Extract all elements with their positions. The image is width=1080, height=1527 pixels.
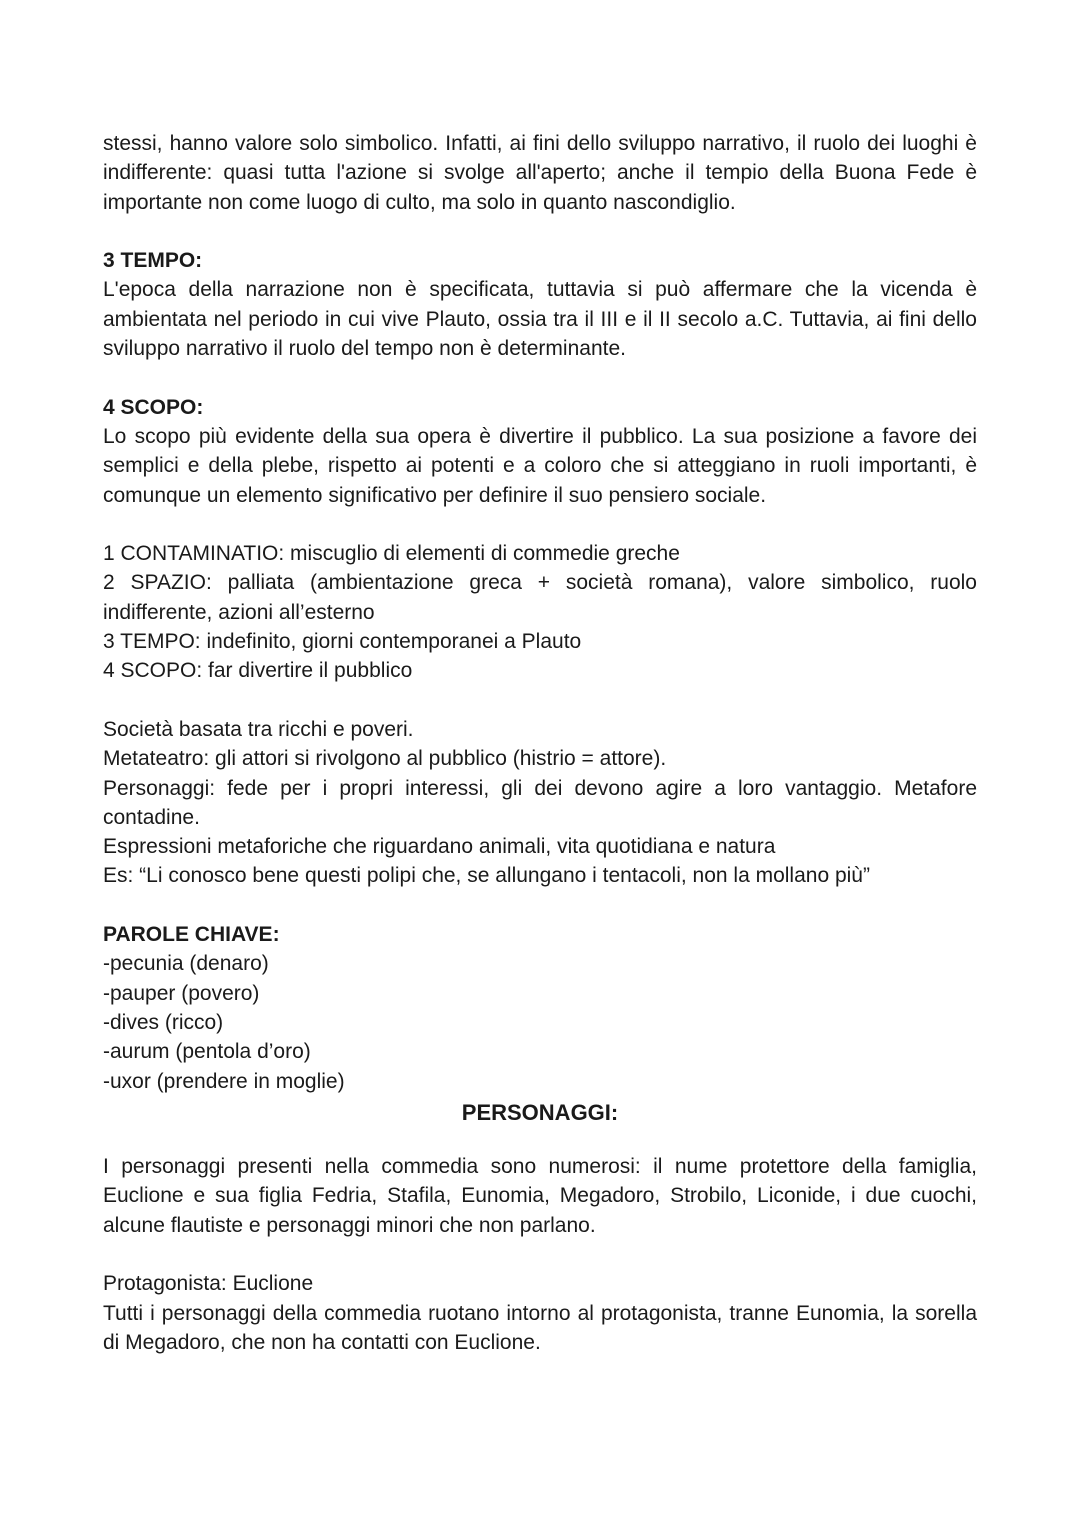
keyword-item: -pauper (povero)	[103, 981, 260, 1005]
protagonist-line: Protagonista: Euclione	[103, 1272, 314, 1296]
intro-paragraph: stessi, hanno valore solo simbolico. Infatti, ai fini dello sviluppo narrativo, il ruolo dei luoghi è indifferente: quasi tutta l'azione si svolge all'aperto; anche il tempio della Buona Fede è importante non come luogo di culto, ma solo in quanto nascondiglio.	[103, 132, 977, 214]
personaggi-paragraph: I personaggi presenti nella commedia sono numerosi: il nume protettore della famiglia, Euclione e sua figlia Fedria, Stafila, Eunomia, Megadoro, Strobilo, Liconide, i due cuochi, alcune flautiste e personaggi minori che non parlano.	[103, 1155, 977, 1237]
summary-item-contaminatio: 1 CONTAMINATIO: miscuglio di elementi di commedie greche	[103, 542, 680, 566]
summary-item-tempo: 3 TEMPO: indefinito, giorni contemporanei a Plauto	[103, 630, 582, 654]
document-page	[103, 129, 977, 1357]
personaggi-heading: PERSONAGGI:	[461, 1099, 619, 1125]
keywords-heading: PAROLE CHIAVE:	[103, 923, 280, 947]
keyword-item: -pecunia (denaro)	[103, 952, 269, 976]
keywords-list	[103, 949, 977, 1095]
keyword-item: -dives (ricco)	[103, 1010, 224, 1034]
tempo-heading: 3 TEMPO:	[103, 249, 203, 273]
scopo-paragraph: Lo scopo più evidente della sua opera è divertire il pubblico. La sua posizione a favore dei semplici e della plebe, rispetto ai potenti e a coloro che si atteggiano in ruoli importanti, è comunque un elemento significativo per definire il suo pensiero sociale.	[103, 424, 977, 507]
note-espressioni: Espressioni metaforiche che riguardano animali, vita quotidiana e natura	[103, 835, 776, 859]
summary-item-spazio: 2 SPAZIO: palliata (ambientazione greca + società romana), valore simbolico, ruolo indifferente, azioni all’esterno	[103, 571, 977, 624]
note-esempio: Es: “Li conosco bene questi polipi che, se allungano i tentacoli, non la mollano più”	[103, 864, 870, 888]
notes-list	[103, 715, 977, 891]
note-metateatro: Metateatro: gli attori si rivolgono al pubblico (histrio = attore).	[103, 747, 667, 771]
summary-list	[103, 539, 977, 685]
summary-item-scopo: 4 SCOPO: far divertire il pubblico	[103, 659, 413, 683]
note-personaggi: Personaggi: fede per i propri interessi, gli dei devono agire a loro vantaggio. Metafore contadine.	[103, 776, 977, 829]
keyword-item: -uxor (prendere in moglie)	[103, 1069, 345, 1093]
note-societa: Società basata tra ricchi e poveri.	[103, 717, 414, 741]
protagonist-paragraph: Tutti i personaggi della commedia ruotano intorno al protagonista, tranne Eunomia, la sorella di Megadoro, che non ha contatti con Euclione.	[103, 1301, 977, 1354]
scopo-heading: 4 SCOPO:	[103, 395, 204, 419]
tempo-paragraph: L'epoca della narrazione non è specificata, tuttavia si può affermare che la vicenda è ambientata nel periodo in cui vive Plauto, ossia tra il III e il II secolo a.C. Tuttavia, ai fini dello sviluppo narrativo il ruolo del tempo non è determinante.	[103, 278, 977, 361]
keyword-item: -aurum (pentola d’oro)	[103, 1040, 311, 1064]
